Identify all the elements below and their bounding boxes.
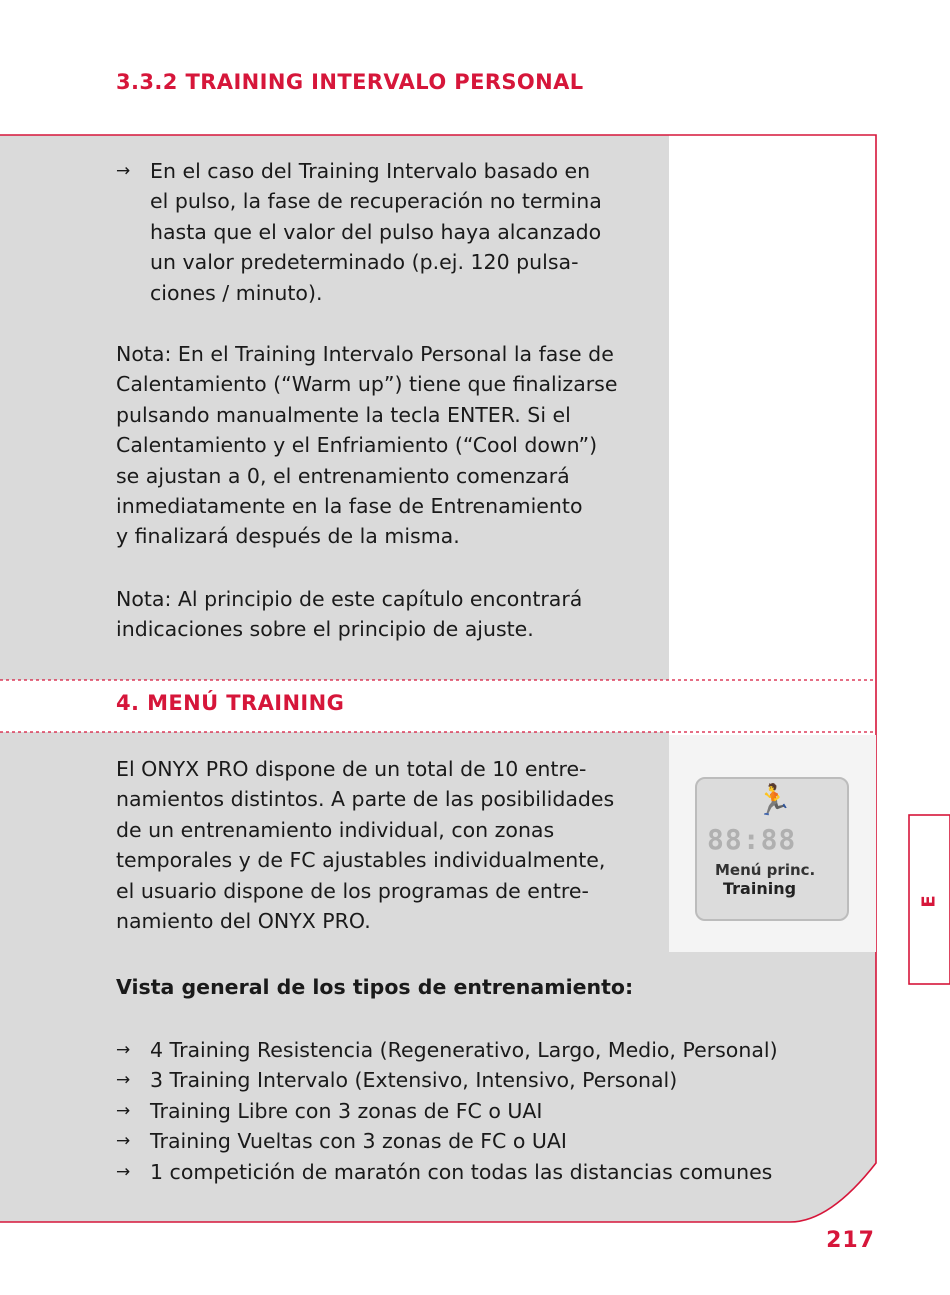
- note-line: pulsando manualmente la tecla ENTER. Si el: [116, 402, 571, 427]
- bullet-line: el pulso, la fase de recuperación no termina: [150, 189, 602, 214]
- heading-menu-training: 4. MENÚ TRAINING: [116, 691, 345, 715]
- intro-line: de un entrenamiento individual, con zonas: [116, 817, 555, 842]
- arrow-icon: →: [116, 1040, 131, 1060]
- intro-line: el usuario dispone de los programas de entre-: [116, 878, 589, 903]
- bullet-line: En el caso del Training Intervalo basado en: [150, 159, 591, 183]
- lcd-display: [695, 777, 849, 921]
- list-item: → Training Libre con 3 zonas de FC o UAI: [116, 1096, 778, 1126]
- device-screen-image: [669, 735, 876, 952]
- arrow-icon: →: [116, 1161, 131, 1182]
- chapter-tab-letter: E: [918, 894, 940, 908]
- note-line: y finalizará después de la misma.: [116, 524, 460, 549]
- note-line: Calentamiento y el Enfriamiento (“Cool down”): [116, 433, 598, 458]
- arrow-icon: →: [116, 161, 131, 181]
- note-line: inmediatamente en la fase de Entrenamiento: [116, 494, 583, 519]
- intro-line: namiento del ONYX PRO.: [116, 909, 371, 934]
- note-principle: [116, 584, 582, 645]
- list-item: → 1 competición de maratón con todas las distancias comunes: [116, 1157, 778, 1187]
- note-line: Nota: En el Training Intervalo Personal la fase de: [116, 342, 614, 366]
- chapter-tab: [911, 818, 948, 984]
- bullet-line: un valor predeterminado (p.ej. 120 pulsa-: [150, 250, 579, 275]
- bullet-recovery: [116, 156, 602, 308]
- list-item: → Training Vueltas con 3 zonas de FC o UAI: [116, 1126, 778, 1156]
- page-number: 217: [826, 1228, 875, 1253]
- intro-line: temporales y de FC ajustables individualmente,: [116, 848, 606, 873]
- lcd-menu-label: Menú princ.: [715, 861, 816, 879]
- arrow-icon: →: [116, 1131, 131, 1152]
- runner-icon: 🏃: [755, 783, 793, 818]
- note-line: se ajustan a 0, el entrenamiento comenzará: [116, 463, 570, 488]
- arrow-icon: →: [116, 1100, 131, 1121]
- list-item: → 3 Training Intervalo (Extensivo, Intensivo, Personal): [116, 1065, 778, 1095]
- bullet-line: hasta que el valor del pulso haya alcanzado: [150, 219, 602, 244]
- overview-list: [116, 1035, 778, 1187]
- note-line: indicaciones sobre el principio de ajuste.: [116, 617, 534, 642]
- section-title: 3.3.2 TRAINING INTERVALO PERSONAL: [116, 70, 584, 94]
- intro-line: namientos distintos. A parte de las posibilidades: [116, 787, 615, 812]
- note-line: Nota: Al principio de este capítulo encontrará: [116, 587, 583, 611]
- overview-heading: Vista general de los tipos de entrenamiento:: [116, 975, 634, 999]
- lcd-digits: 88:88: [707, 823, 797, 856]
- intro-paragraph: [116, 754, 614, 936]
- note-warmup: [116, 339, 617, 552]
- bullet-line: ciones / minuto).: [150, 280, 323, 305]
- lcd-training-label: Training: [723, 879, 797, 898]
- note-line: Calentamiento (“Warm up”) tiene que finalizarse: [116, 372, 618, 397]
- list-item: → 4 Training Resistencia (Regenerativo, Largo, Medio, Personal): [116, 1035, 778, 1065]
- arrow-icon: →: [116, 1070, 131, 1091]
- intro-line: El ONYX PRO dispone de un total de 10 entre-: [116, 757, 587, 781]
